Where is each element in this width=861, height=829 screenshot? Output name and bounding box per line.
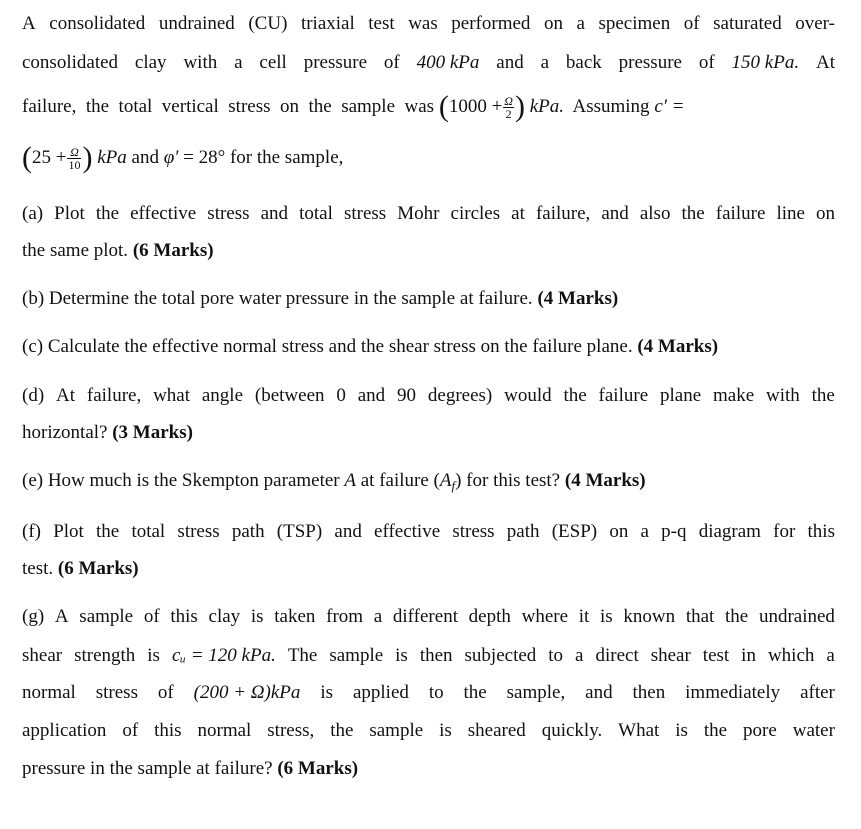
subscript-f: f [451, 478, 456, 493]
part-b [22, 287, 835, 311]
word: (between [254, 385, 325, 406]
word: total [131, 521, 166, 542]
part-e-text: at failure ( [356, 470, 440, 491]
word: stress [207, 203, 250, 224]
word: A [54, 606, 69, 627]
part-g-line-2 [22, 644, 835, 668]
word: consolidated [22, 52, 119, 73]
word: undrained [758, 606, 835, 627]
word: specimen [598, 13, 671, 34]
word: sheared [467, 720, 526, 741]
part-e [22, 469, 835, 498]
word: where [521, 606, 569, 627]
word: a [234, 52, 243, 73]
word: path [506, 521, 540, 542]
word: with [766, 385, 800, 406]
word: after [800, 682, 835, 703]
part-f-marks: (6 Marks) [57, 558, 139, 579]
skempton-parameter: A [344, 470, 356, 491]
paren-close: ) [82, 141, 93, 174]
word: line [776, 203, 805, 224]
word: and [260, 203, 289, 224]
word: and [585, 682, 613, 703]
word: the [681, 203, 705, 224]
word: is [675, 720, 688, 741]
friction-angle-symbol: φ′ [163, 147, 179, 168]
part-g-line-3 [22, 681, 835, 705]
word: failure, [535, 203, 591, 224]
part-a-line-2 [22, 239, 835, 263]
word: (a) [22, 203, 44, 224]
word: is [250, 606, 264, 627]
intro-text: Assuming [564, 96, 655, 117]
word: angle [201, 385, 244, 406]
part-a-marks: (6 Marks) [132, 240, 214, 261]
word: The [287, 645, 318, 666]
word: cᵤ = 120 kPa. [171, 645, 276, 666]
word: What [618, 720, 660, 741]
word: stress [343, 203, 387, 224]
word: a [540, 52, 550, 73]
intro-text: and [126, 147, 164, 168]
word: normal [22, 682, 76, 703]
word: from [326, 606, 364, 627]
word: for [773, 521, 796, 542]
word: 0 [336, 385, 346, 406]
word: on [816, 203, 835, 224]
word: also [639, 203, 671, 224]
paren-open: ( [438, 90, 449, 123]
word: effective [130, 203, 197, 224]
word: the [811, 385, 835, 406]
word: a [826, 645, 835, 666]
word: this [170, 606, 198, 627]
word: pore [743, 720, 777, 741]
word: (d) [22, 385, 45, 406]
word: of [698, 52, 715, 73]
word: the [330, 720, 354, 741]
part-f-text: test. [22, 558, 54, 579]
word: to [548, 645, 564, 666]
part-d-line-1 [22, 384, 835, 408]
word: triaxial [300, 13, 355, 34]
intro-line-4 [22, 141, 835, 174]
word: a [640, 521, 649, 542]
intro-text: failure, the total vertical stress on the sample was [22, 96, 435, 117]
word: sample [329, 645, 384, 666]
paren-close: ) [514, 90, 525, 123]
word: this [807, 521, 835, 542]
word: sample [79, 606, 134, 627]
word: (TSP) [276, 521, 323, 542]
word: performed [451, 13, 531, 34]
word: path [231, 521, 265, 542]
word: (200 + Ω)kPa [193, 682, 301, 703]
word: normal [197, 720, 252, 741]
word: back [565, 52, 602, 73]
word: at [511, 203, 525, 224]
word: stress [452, 521, 495, 542]
cohesion-expression: 25 + [32, 147, 67, 168]
word: consolidated [49, 13, 146, 34]
part-a-line-1 [22, 202, 835, 226]
word: and [357, 385, 386, 406]
word: is [320, 682, 334, 703]
word: 90 [397, 385, 417, 406]
part-d-line-2 [22, 421, 835, 445]
word: is [439, 720, 452, 741]
word: what [153, 385, 190, 406]
word: stress [177, 521, 220, 542]
word: cell [259, 52, 287, 73]
word: circles [450, 203, 501, 224]
word: total [299, 203, 333, 224]
part-d-text: horizontal? [22, 422, 108, 443]
word: taken [274, 606, 316, 627]
intro-line-3 [22, 90, 835, 123]
part-g-text: pressure in the sample at failure? [22, 758, 273, 779]
part-g-line-1 [22, 605, 835, 629]
word: failure [715, 203, 766, 224]
word: the [96, 521, 120, 542]
cohesion-symbol: c′ = [654, 96, 685, 117]
unit-kpa: kPa [97, 147, 127, 168]
word: sample [369, 720, 424, 741]
word: application [22, 720, 107, 741]
fraction-denominator: 10 [68, 158, 81, 173]
word: 400 kPa [416, 52, 480, 73]
word: the [95, 203, 120, 224]
word: (f) [22, 521, 41, 542]
word: and [601, 203, 629, 224]
word: depth [468, 606, 511, 627]
word: plane [659, 385, 702, 406]
part-e-text: (e) How much is the Skempton parameter [22, 470, 345, 491]
word: to [428, 682, 444, 703]
word: quickly. [541, 720, 603, 741]
intro-line-2 [22, 51, 835, 75]
word: and [334, 521, 362, 542]
part-e-marks: (4 Marks) [564, 470, 646, 491]
word: that [685, 606, 715, 627]
word: failure, [86, 385, 142, 406]
word: known [623, 606, 676, 627]
word: undrained [158, 13, 235, 34]
word: the [703, 720, 728, 741]
word: of [122, 720, 139, 741]
word: immediately [685, 682, 781, 703]
word: (g) [22, 606, 45, 627]
unit-kpa: kPa. [529, 96, 565, 117]
word: clay [134, 52, 167, 73]
fraction-numerator: Ω [67, 146, 81, 159]
word: test [368, 13, 395, 34]
word: A [22, 13, 36, 34]
word: then [419, 645, 453, 666]
word: a [575, 645, 584, 666]
word: (ESP) [551, 521, 598, 542]
word: failure [598, 385, 649, 406]
stress-expression: 1000 + [448, 96, 503, 117]
part-g-marks: (6 Marks) [277, 758, 359, 779]
word: the [563, 385, 587, 406]
word: water [792, 720, 835, 741]
part-d-marks: (3 Marks) [112, 422, 193, 443]
word: direct [595, 645, 639, 666]
part-c-marks: (4 Marks) [637, 336, 719, 357]
word: saturated [713, 13, 782, 34]
word: subjected [464, 645, 537, 666]
fraction-omega-10 [67, 146, 81, 171]
word: effective [374, 521, 441, 542]
fraction-numerator: Ω [504, 94, 513, 109]
word: is [395, 645, 408, 666]
word: is [147, 645, 160, 666]
word: of [683, 13, 700, 34]
paren-open: ( [22, 141, 32, 174]
fraction-omega-2 [503, 95, 514, 120]
word: At [815, 52, 835, 73]
word: sample, [506, 682, 566, 703]
word: strength [74, 645, 136, 666]
word: in [741, 645, 756, 666]
word: of [383, 52, 400, 73]
word: of [157, 682, 174, 703]
word: pressure [618, 52, 682, 73]
part-b-text: (b) Determine the total pore water pressure in the sample at failure. [22, 288, 533, 309]
skempton-af: A [439, 470, 452, 491]
word: degrees) [427, 385, 493, 406]
word: applied [352, 682, 409, 703]
word: and [496, 52, 524, 73]
word: diagram [698, 521, 761, 542]
word: the [725, 606, 749, 627]
word: this [154, 720, 182, 741]
part-g-line-4 [22, 719, 835, 743]
word: At [56, 385, 76, 406]
word: on [609, 521, 629, 542]
word: then [632, 682, 666, 703]
word: a [373, 606, 383, 627]
word: stress, [267, 720, 315, 741]
word: would [504, 385, 552, 406]
word: pressure [303, 52, 368, 73]
word: of [143, 606, 160, 627]
word: shear [22, 645, 63, 666]
word: with [183, 52, 218, 73]
word: which [767, 645, 815, 666]
word: test [702, 645, 730, 666]
word: a [576, 13, 585, 34]
word: stress [95, 682, 138, 703]
part-c [22, 335, 835, 359]
word: make [713, 385, 755, 406]
word: on [543, 13, 563, 34]
word: was [408, 13, 438, 34]
word: (CU) [248, 13, 288, 34]
word: Plot [53, 521, 84, 542]
word: different [392, 606, 458, 627]
word: Plot [54, 203, 85, 224]
word: 150 kPa. [731, 52, 800, 73]
word: clay [208, 606, 241, 627]
part-a-text: the same plot. [22, 240, 129, 261]
word: p-q [661, 521, 687, 542]
word: Mohr [397, 203, 440, 224]
word: shear [650, 645, 691, 666]
part-b-marks: (4 Marks) [537, 288, 619, 309]
part-c-text: (c) Calculate the effective normal stress and the shear stress on the failure plane. [22, 336, 633, 357]
fraction-denominator: 2 [505, 107, 512, 122]
word: it [578, 606, 590, 627]
part-g-line-5 [22, 757, 835, 781]
intro-line-1 [22, 12, 835, 36]
word: the [463, 682, 487, 703]
word: over- [795, 13, 835, 34]
part-f-line-1 [22, 520, 835, 544]
part-f-line-2 [22, 557, 835, 581]
intro-text: = 28° for the sample, [178, 147, 344, 168]
word: is [599, 606, 613, 627]
part-e-text: ) for this test? [455, 470, 561, 491]
